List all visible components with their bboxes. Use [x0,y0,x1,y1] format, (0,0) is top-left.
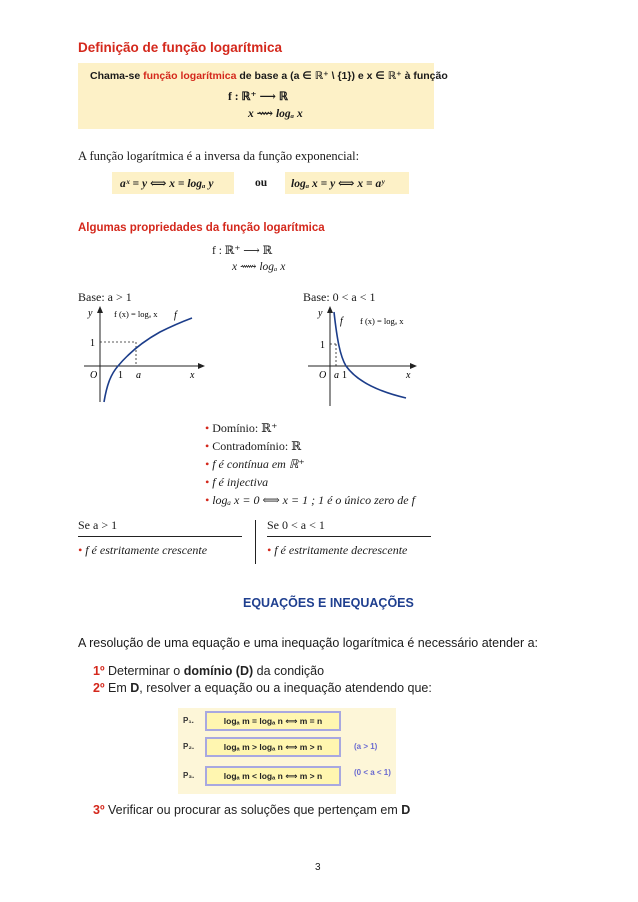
property-item: • Domínio: ℝ⁺ [205,421,278,435]
properties-title: Algumas propriedades da função logarítmica [78,222,325,234]
definition-title: Definição de função logarítmica [78,40,283,55]
step-1: 1º Determinar o domínio (D) da condição [93,664,325,678]
func-label: f (x) = logₐ x [114,309,158,319]
inverse-formula-right: logₐ x = y ⟺ x = aʸ [291,178,385,190]
properties-map-arrow: x ⟿ logₐ x [232,261,286,273]
inverse-sentence: A função logarítmica é a inversa da função exponencial: [78,149,360,163]
case-divider [255,520,256,564]
log-curve-increasing [104,318,192,402]
rule-formula: logₐ m < logₐ n ⟺ m > n [205,766,341,786]
y-arrow-icon [97,306,103,313]
inverse-formula-left: aˣ = y ⟺ x = logₐ y [120,178,214,190]
x-label: x [190,370,195,381]
rule-condition: (0 < a < 1) [354,768,391,777]
case-right-head: Se 0 < a < 1 [267,518,325,532]
one-x-label: 1 [342,370,347,381]
section-title: EQUAÇÕES E INEQUAÇÕES [243,596,414,610]
one-y-label: 1 [320,340,325,351]
properties-map-line: f : ℝ⁺ ⟶ ℝ [212,245,273,257]
rule-label: P₂. [183,742,195,751]
func-label: f (x) = logₐ x [360,316,404,326]
x-arrow-icon [198,363,205,369]
graph-decreasing [302,304,422,408]
base-right-label: Base: 0 < a < 1 [303,290,376,304]
rule-label: P₁. [183,716,194,725]
definition-intro: Chama-se função logarítmica de base a (a ∈ ℝ⁺ \ {1}) e x ∈ ℝ⁺ à função [90,70,448,82]
one-x-label: 1 [118,370,123,381]
step-2: 2º Em D, resolver a equação ou a inequação atendendo que: [93,681,432,695]
origin-label: O [319,370,327,381]
case-left-rule [78,536,242,537]
property-item: • logₐ x = 0 ⟺ x = 1 ; 1 é o único zero de f [205,493,415,507]
step-3: 3º Verificar ou procurar as soluções que pertençam em D [93,803,411,817]
inverse-connector: ou [255,177,268,189]
graph-increasing [80,304,210,404]
rule-formula: logₐ m > logₐ n ⟺ m > n [205,737,341,757]
a-label: a [136,370,141,381]
f-label: f [174,310,177,321]
property-item: • f é injectiva [205,475,269,489]
definition-map-line: f : ℝ⁺ ⟶ ℝ [228,91,288,103]
case-right-body: • f é estritamente decrescente [267,543,408,557]
y-arrow-icon [327,306,333,313]
property-item: • f é contínua em ℝ⁺ [205,457,305,471]
a-label: a [334,370,339,381]
case-left-body: • f é estritamente crescente [78,543,208,557]
rule-condition: (a > 1) [354,742,378,751]
rule-formula: logₐ m = logₐ n ⟺ m = n [205,711,341,731]
base-left-label: Base: a > 1 [78,290,132,304]
rule-label: P₃. [183,771,195,780]
property-item: • Contradomínio: ℝ [205,439,302,453]
x-arrow-icon [410,363,417,369]
origin-label: O [90,370,98,381]
y-label: y [88,308,93,319]
page-number: 3 [315,862,321,873]
f-label: f [340,316,343,327]
case-left-head: Se a > 1 [78,518,118,532]
y-label: y [318,308,323,319]
case-right-rule [267,536,431,537]
section-intro: A resolução de uma equação e uma inequação logarítmica é necessário atender a: [78,636,539,650]
one-y-label: 1 [90,338,95,349]
definition-map-arrow: x ⟿ logₐ x [248,108,303,120]
x-label: x [406,370,411,381]
